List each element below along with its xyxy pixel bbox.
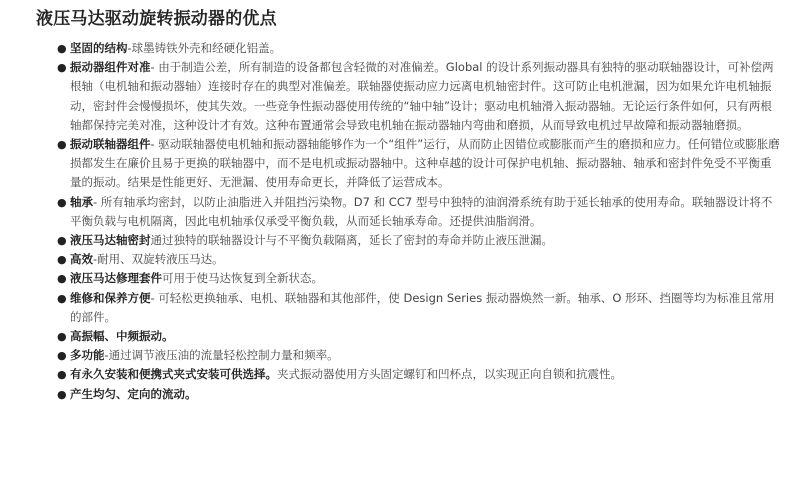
page-title: 液压马达驱动旋转振动器的优点 bbox=[36, 9, 277, 29]
list-item-term: 轴承 bbox=[70, 194, 93, 209]
list-item-description: - 由于制造公差，所有制造的设备都包含轻微的对准偏差。Global 的设计系列振动器具有独特的驱动联轴器设计，可补偿两根轴（电机轴和振动器轴）连接时存在的典型对准偏差。联轴器使振动应力远离电机轴密封件。这可防止电机泄漏，因为如果允许电机轴振动，密封件会慢慢损坏，使其失效。一些竞争性振动器使用传统的“轴中轴”设计；驱动电机轴滑入振动器轴。无论运行条件如何，只有两根轴都保持完美对准，这种设计才有效。这种布置通常会导致电机轴在振动器轴内弯曲和磨损，从而导致电机过早故障和振动器轴磨损。 bbox=[70, 60, 774, 132]
bullet-icon: ● bbox=[57, 291, 67, 305]
list-item-term: 产生均匀、定向的流动。 bbox=[70, 386, 197, 401]
list-item-term: 有永久安装和便携式夹式安装可供选择。 bbox=[70, 367, 277, 382]
list-item-description: - 所有轴承均密封，以防止油脂进入并阻挡污染物。D7 和 CC7 型号中独特的油润滑系统有助于延长轴承的使用寿命。联轴器设计将不平衡负载与电机隔离，因此电机轴承仅承受平衡负载，从而延长轴承寿命。还提供油脂润滑。 bbox=[70, 194, 773, 228]
list-item-description: 夹式振动器使用方头固定螺钉和凹杯点，以实现正向自锁和抗震性。 bbox=[277, 367, 622, 382]
list-item bbox=[57, 346, 782, 365]
bullet-icon: ● bbox=[57, 61, 67, 75]
list-item-description: -球墨铸铁外壳和经硬化铝盖。 bbox=[127, 41, 282, 55]
list-item bbox=[57, 269, 782, 288]
bullet-icon: ● bbox=[57, 42, 67, 55]
list-item-term: 维修和保养方便 bbox=[70, 290, 151, 305]
list-item bbox=[57, 385, 782, 404]
bullet-icon: ● bbox=[57, 234, 67, 248]
feature-list bbox=[36, 39, 782, 404]
bullet-icon: ● bbox=[57, 272, 67, 286]
list-item-term: 振动联轴器组件 bbox=[70, 137, 151, 152]
list-item-term: 坚固的结构 bbox=[70, 41, 128, 55]
list-item-description: -通过调节液压油的流量轻松控制力量和频率。 bbox=[104, 348, 339, 363]
list-item-description: - 驱动联轴器使电机轴和振动器轴能够作为一个“组件”运行，从而防止因错位或膨胀而产生的磨损和应力。任何错位或膨胀磨损都发生在廉价且易于更换的联轴器中，而不是电机或振动器轴中。这种卓越的设计可保护电机轴、振动器轴、轴承和密封件免受不平衡重量的振动。结果是性能更好、无泄漏、使用寿命更长，并降低了运营成本。 bbox=[70, 137, 780, 190]
bullet-icon: ● bbox=[57, 368, 67, 382]
list-item-term: 多功能 bbox=[70, 348, 105, 363]
list-item-term: 高振幅、中频振动。 bbox=[70, 329, 174, 344]
bullet-icon: ● bbox=[57, 253, 67, 267]
bullet-icon: ● bbox=[57, 387, 67, 401]
list-item-description: 可用于使马达恢复到全新状态。 bbox=[162, 271, 323, 286]
list-item-description: - 可轻松更换轴承、电机、联轴器和其他部件，使 Design Series 振动器焕然一新。轴承、O 形环、挡圈等均为标准且常用的部件。 bbox=[70, 290, 775, 324]
list-item-term: 液压马达修理套件 bbox=[70, 271, 162, 286]
list-item-description: 通过独特的联轴器设计与不平衡负载隔离，延长了密封的寿命并防止液压泄漏。 bbox=[150, 233, 553, 248]
list-item bbox=[57, 250, 782, 269]
list-item bbox=[57, 231, 782, 250]
list-item bbox=[57, 135, 782, 193]
list-item-term: 高效 bbox=[70, 252, 93, 267]
bullet-icon: ● bbox=[57, 195, 67, 209]
list-item bbox=[57, 39, 782, 58]
list-item bbox=[57, 193, 782, 231]
bullet-icon: ● bbox=[57, 349, 67, 363]
bullet-icon: ● bbox=[57, 330, 67, 344]
list-item bbox=[57, 327, 782, 346]
list-item-term: 液压马达轴密封 bbox=[70, 233, 151, 248]
list-item-term: 振动器组件对准 bbox=[70, 60, 151, 75]
bullet-icon: ● bbox=[57, 138, 67, 152]
list-item bbox=[57, 58, 782, 135]
list-item bbox=[57, 365, 782, 384]
list-item-description: -耐用、双旋转液压马达。 bbox=[93, 252, 224, 267]
list-item bbox=[57, 289, 782, 327]
